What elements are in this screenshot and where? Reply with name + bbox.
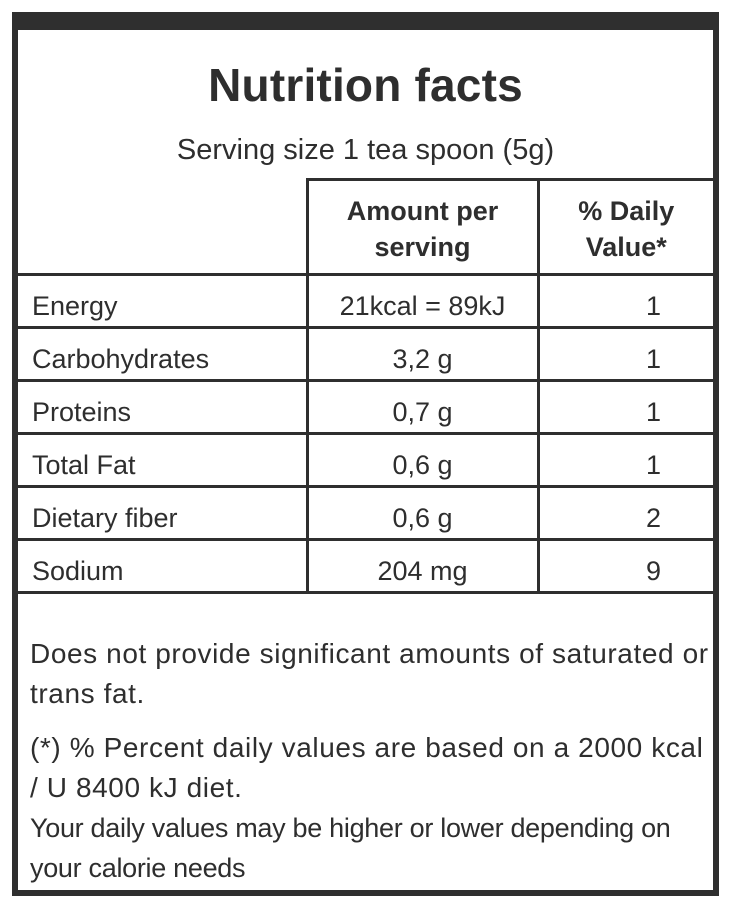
column-header-nutrient — [18, 180, 307, 275]
nutrient-name: Total Fat — [18, 434, 307, 487]
table-row — [18, 381, 713, 434]
label-header — [18, 30, 713, 180]
table-row — [18, 275, 713, 328]
table-row — [18, 328, 713, 381]
serving-size: Serving size 1 tea spoon (5g) — [176, 134, 555, 166]
nutrient-amount: 0,6 g — [307, 487, 538, 540]
nutrient-name: Energy — [18, 275, 307, 328]
nutrient-daily-value: 1 — [538, 381, 713, 434]
nutrient-name: Sodium — [18, 540, 307, 593]
nutrient-amount: 21kcal = 89kJ — [307, 275, 538, 328]
nutrient-name: Proteins — [18, 381, 307, 434]
nutrient-amount: 0,6 g — [307, 434, 538, 487]
nutrient-amount: 3,2 g — [307, 328, 538, 381]
nutrient-name: Dietary fiber — [18, 487, 307, 540]
column-header-amount: Amount per serving — [307, 180, 538, 275]
nutrient-daily-value: 2 — [538, 487, 713, 540]
table-row — [18, 487, 713, 540]
table-header-row — [18, 180, 713, 275]
nutrient-daily-value: 9 — [538, 540, 713, 593]
nutrition-label — [12, 12, 719, 896]
column-header-daily-value: % Daily Value* — [538, 180, 713, 275]
nutrient-daily-value: 1 — [538, 275, 713, 328]
label-title: Nutrition facts — [208, 59, 523, 111]
footnotes — [30, 634, 710, 888]
nutrient-name: Carbohydrates — [18, 328, 307, 381]
calorie-needs-footnote: Your daily values may be higher or lower depending on your calorie needs — [30, 813, 671, 883]
nutrient-amount: 204 mg — [307, 540, 538, 593]
table-row — [18, 540, 713, 593]
fat-footnote: Does not provide significant amounts of saturated or trans fat. — [30, 638, 709, 709]
table-row — [18, 434, 713, 487]
nutrient-amount: 0,7 g — [307, 381, 538, 434]
nutrient-daily-value: 1 — [538, 328, 713, 381]
nutrition-table — [18, 178, 713, 594]
nutrient-daily-value: 1 — [538, 434, 713, 487]
daily-value-footnote: (*) % Percent daily values are based on a 2000 kcal / U 8400 kJ diet. — [30, 732, 704, 803]
